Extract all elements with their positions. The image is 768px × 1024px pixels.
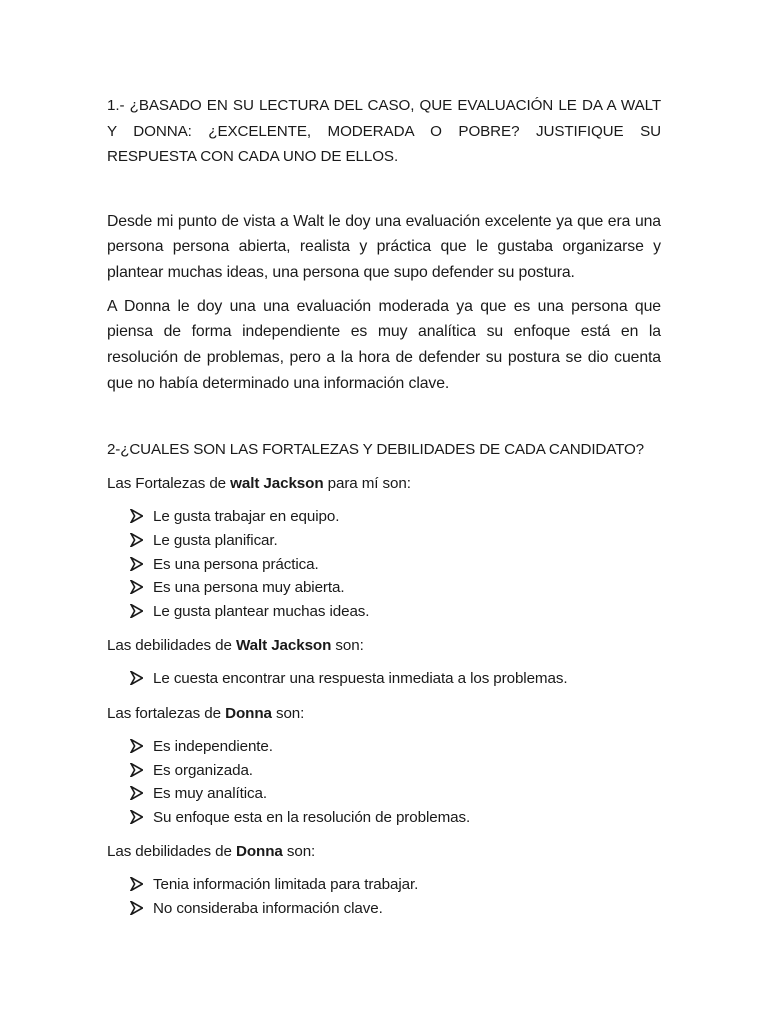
arrowhead-bullet-icon [130,763,143,777]
heading-name: Donna [235,843,283,861]
arrowhead-bullet-icon [130,557,143,571]
list-item [130,529,661,553]
walt-weaknesses-list [107,667,661,691]
section-heading-donna-strengths [107,703,661,725]
list-item [130,667,661,691]
heading-suffix: son: [271,704,305,722]
heading-suffix: para mí son: [323,475,411,493]
donna-weaknesses-list [107,873,661,920]
arrowhead-bullet-icon [130,810,143,824]
section-heading-donna-weaknesses [107,841,661,863]
arrowhead-bullet-icon [130,533,143,547]
list-item [130,600,661,624]
question-1-number: 1.- [107,97,130,114]
list-item [130,553,661,577]
answer-walt-paragraph: Desde mi punto de vista a Walt le doy una evaluación excelente ya que era una persona persona abierta, realista y práctica que le gustaba organizarse y plantear muchas ideas, una persona que supo defender su postura. [107,212,661,281]
arrowhead-bullet-icon [130,901,143,915]
heading-name: Walt Jackson [235,637,332,655]
document-page [107,93,661,921]
heading-suffix: son: [331,637,364,655]
list-item-text: Es una persona muy abierta. [153,579,345,597]
heading-prefix: Las debilidades de [107,637,236,655]
list-item-text: Es una persona práctica. [153,555,319,573]
arrowhead-bullet-icon [130,786,143,800]
arrowhead-bullet-icon [130,580,143,594]
list-item-text: Le gusta planificar. [153,532,278,550]
section-heading-walt-weaknesses [107,635,661,657]
arrowhead-bullet-icon [130,671,143,685]
list-item-text: Le gusta plantear muchas ideas. [153,602,370,620]
arrowhead-bullet-icon [130,604,143,618]
question-2: 2-¿CUALES SON LAS FORTALEZAS Y DEBILIDADES DE CADA CANDIDATO? [107,441,644,459]
list-item-text: Es organizada. [153,761,253,779]
arrowhead-bullet-icon [130,509,143,523]
list-item [130,576,661,600]
list-item-text: Su enfoque esta en la resolución de problemas. [153,808,471,826]
list-item [130,897,661,921]
question-1-text: ¿BASADO EN SU LECTURA DEL CASO, QUE EVALUACIÓN LE DA A WALT Y DONNA: ¿EXCELENTE, MODERADA O POBRE? JUSTIFIQUE SU RESPUESTA CON CADA UNO DE ELLOS. [107,97,661,165]
list-item-text: Le gusta trabajar en equipo. [153,508,340,526]
list-item [130,806,661,830]
arrowhead-bullet-icon [130,877,143,891]
heading-name: Donna [225,704,272,722]
heading-name: walt Jackson [230,475,324,493]
heading-prefix: Las fortalezas de [107,704,226,722]
list-item [130,505,661,529]
walt-strengths-list [107,505,661,623]
heading-suffix: son: [282,843,316,861]
list-item-text: Es muy analítica. [153,785,267,803]
list-item-text: Le cuesta encontrar una respuesta inmediata a los problemas. [153,670,568,688]
list-item-text: Es independiente. [153,737,273,755]
list-item-text: No consideraba información clave. [153,899,383,917]
answer-donna-paragraph: A Donna le doy una una evaluación moderada ya que es una persona que piensa de forma independiente es muy analítica su enfoque está en la resolución de problemas, pero a la hora de defender su postura se dio cuenta que no había determinado una información clave. [107,297,661,392]
list-item [130,735,661,759]
arrowhead-bullet-icon [130,739,143,753]
heading-prefix: Las Fortalezas de [107,475,231,493]
list-item [130,873,661,897]
question-1 [107,93,661,170]
section-heading-walt-strengths [107,473,661,495]
list-item [130,759,661,783]
list-item [130,782,661,806]
list-item-text: Tenia información limitada para trabajar. [153,876,419,894]
heading-prefix: Las debilidades de [107,843,236,861]
donna-strengths-list [107,735,661,829]
